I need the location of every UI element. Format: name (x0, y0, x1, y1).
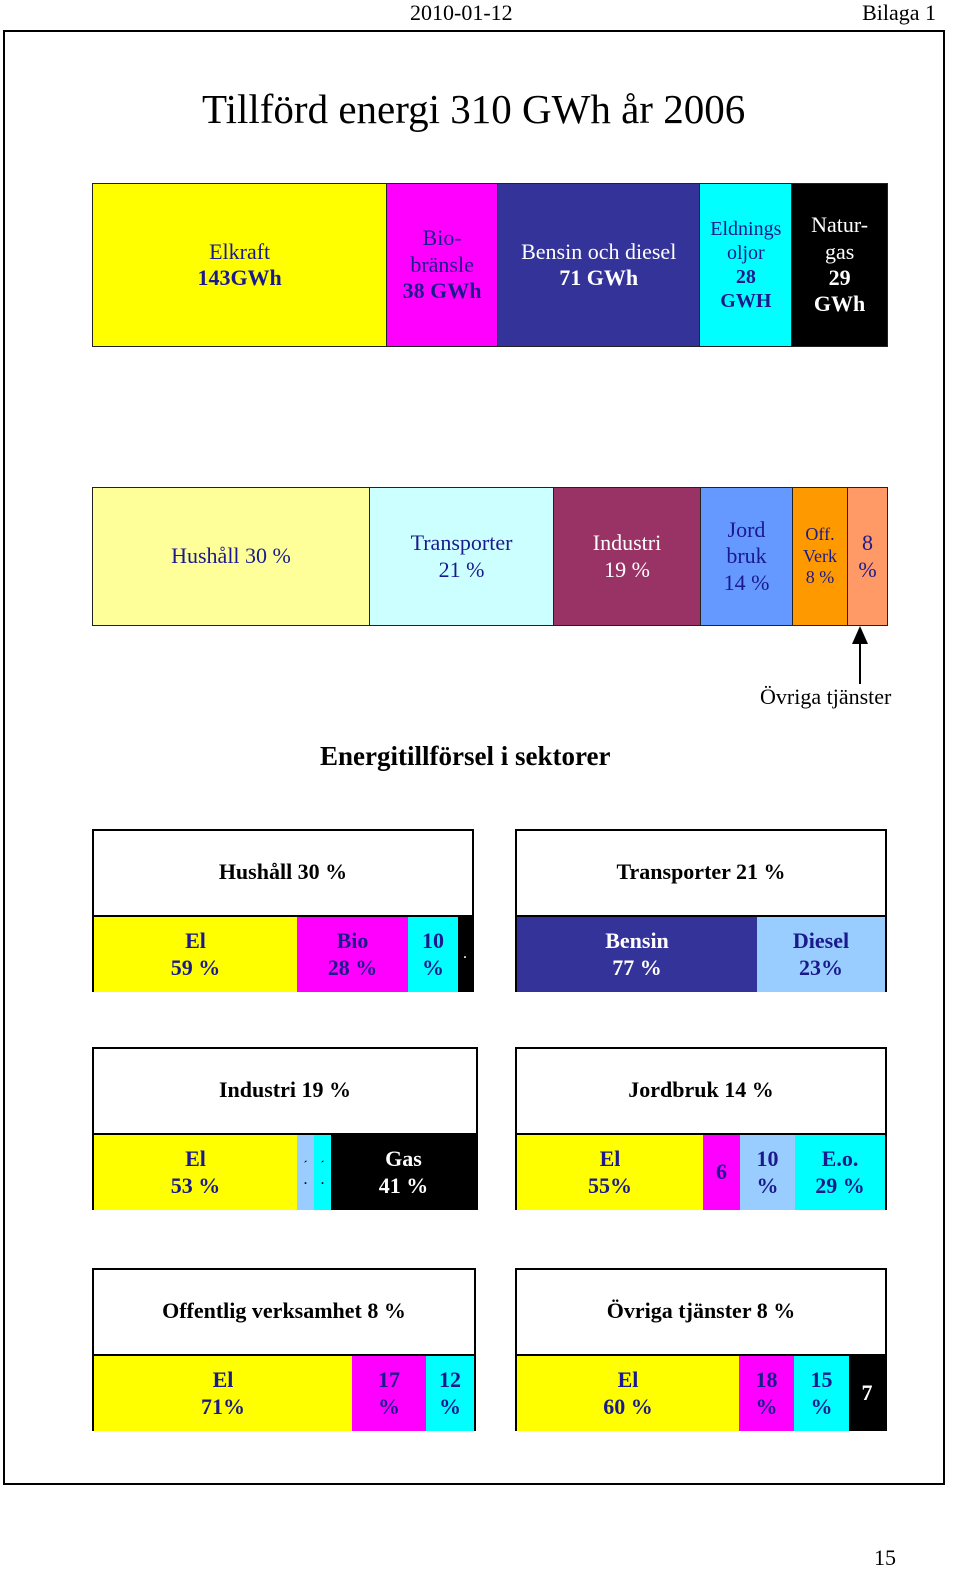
sector-segment (793, 488, 848, 625)
supply-segment-line2: 143GWh (197, 265, 282, 290)
sector-box-title: Jordbruk 14 % (628, 1077, 774, 1102)
breakdown-segment (297, 1135, 314, 1210)
breakdown-segment-line2: 29 % (815, 1172, 865, 1198)
breakdown-segment (739, 1356, 794, 1431)
sector-segment-line1: Off. (805, 524, 835, 545)
sector-segment-line3: 14 % (723, 569, 770, 595)
sector-box (515, 829, 887, 992)
arrow-up-icon (850, 626, 870, 684)
breakdown-segment (408, 917, 458, 992)
supply-segment-line2: oljor (726, 242, 765, 264)
supply-segment-line2: gas (824, 238, 855, 264)
supply-segment (93, 184, 387, 346)
breakdown-segment-line1: El (185, 928, 206, 954)
breakdown-segment (352, 1356, 426, 1431)
breakdown-segment-line1: 17 (378, 1367, 400, 1393)
supply-segment-line3: 29 (828, 265, 851, 290)
sector-box (92, 1268, 476, 1431)
breakdown-segment-line1: . (463, 947, 467, 962)
breakdown-segment-line2: 59 % (170, 954, 221, 980)
breakdown-segment-line2: % (422, 954, 444, 980)
sector-segment-line1: 8 (861, 530, 873, 556)
breakdown-segment-line1: 7 (861, 1380, 873, 1406)
sector-box-title: Offentlig verksamhet 8 % (162, 1298, 406, 1323)
breakdown-segment (297, 917, 408, 992)
sector-segment-line1: Industri (592, 530, 662, 556)
supply-segment-line4: GWH (720, 290, 772, 312)
breakdown-segment-line1: ´ (320, 1158, 325, 1173)
sector-box-breakdown (517, 915, 885, 992)
breakdown-segment-line2: % (756, 1172, 779, 1198)
sector-box (515, 1268, 887, 1431)
supply-segment-line1: Eldnings (710, 218, 782, 240)
breakdown-segment-line1: El (185, 1146, 206, 1172)
sector-segment-line3: 8 % (805, 567, 835, 588)
breakdown-segment-line2: 71% (201, 1393, 245, 1419)
breakdown-segment-line1: ´ (303, 1158, 308, 1173)
document-date: 2010-01-12 (410, 0, 513, 25)
breakdown-segment (794, 1356, 849, 1431)
breakdown-segment-line2: % (755, 1393, 778, 1419)
breakdown-segment-line1: Gas (385, 1146, 422, 1172)
appendix-label: Bilaga 1 (862, 0, 936, 25)
breakdown-segment-line1: 10 (756, 1146, 779, 1172)
sector-box (92, 1047, 478, 1210)
breakdown-segment-line2: % (439, 1393, 461, 1419)
sector-box (515, 1047, 887, 1210)
breakdown-segment-line1: 18 (755, 1367, 778, 1393)
sector-segment-line1: Transporter (410, 530, 513, 556)
supply-segment (387, 184, 498, 346)
supply-bar (92, 183, 888, 347)
sector-box-title: Transporter 21 % (616, 859, 786, 884)
breakdown-segment (703, 1135, 740, 1210)
sector-segment-line1: Hushåll 30 % (171, 543, 291, 569)
sector-box (92, 829, 474, 992)
breakdown-segment-line1: Bio (336, 928, 369, 954)
sector-segment-line2: 19 % (604, 556, 650, 582)
supply-segment (498, 184, 700, 346)
breakdown-segment-line1: El (212, 1367, 234, 1393)
supply-segment (792, 184, 887, 346)
sector-segment (848, 488, 887, 625)
sector-segment (93, 488, 370, 625)
breakdown-segment-line2: . (304, 1172, 307, 1187)
sector-bar (92, 487, 888, 626)
breakdown-segment-line1: 10 (422, 928, 444, 954)
sector-segment-line2: % (858, 556, 877, 582)
supply-segment-line1: Natur- (811, 212, 869, 238)
breakdown-segment (331, 1135, 476, 1210)
supply-segment-line4: GWh (813, 291, 866, 317)
supply-segment-line1: Elkraft (209, 238, 271, 264)
breakdown-segment-line1: 6 (716, 1159, 727, 1185)
sector-box-title: Industri 19 % (218, 1077, 352, 1102)
breakdown-segment-line2: 28 % (327, 954, 378, 980)
breakdown-segment (517, 917, 757, 992)
breakdown-segment-line1: 15 (810, 1367, 833, 1393)
breakdown-segment (517, 1135, 703, 1210)
sector-box-breakdown (94, 1354, 474, 1431)
sector-box-title: Hushåll 30 % (218, 859, 348, 884)
breakdown-segment (517, 1356, 739, 1431)
page-title: Tillförd energi 310 GWh år 2006 (202, 86, 746, 132)
sector-box-breakdown (94, 1133, 476, 1210)
sector-segment-line2: Verk (803, 545, 837, 566)
breakdown-segment-line2: 77 % (612, 954, 662, 980)
breakdown-segment-line2: 53 % (170, 1172, 221, 1198)
supply-segment-line1: Bio- (422, 225, 462, 251)
sector-segment (554, 488, 701, 625)
breakdown-segment (740, 1135, 795, 1210)
breakdown-segment-line2: 55% (588, 1172, 632, 1198)
breakdown-segment-line1: El (599, 1146, 621, 1172)
breakdown-segment-line1: Diesel (792, 928, 850, 954)
sector-box-breakdown (517, 1354, 885, 1431)
sector-segment-line2: bruk (726, 543, 767, 569)
breakdown-segment-line2: % (810, 1393, 833, 1419)
breakdown-segment-line2: % (378, 1393, 400, 1419)
breakdown-segment-line1: 12 (439, 1367, 461, 1393)
arrow-label: Övriga tjänster (760, 684, 892, 709)
breakdown-segment (849, 1356, 885, 1431)
breakdown-segment (94, 1135, 297, 1210)
sector-box-breakdown (94, 915, 472, 992)
breakdown-segment-line2: 41 % (378, 1172, 429, 1198)
breakdown-segment-line2: . (321, 1172, 324, 1187)
sector-segment-line1: Jord (727, 516, 766, 542)
breakdown-segment (94, 917, 297, 992)
supply-segment-line1: Bensin och diesel (521, 238, 677, 264)
breakdown-segment-line2: 23% (798, 954, 843, 980)
breakdown-segment (795, 1135, 885, 1210)
supply-segment-line2: bränsle (410, 251, 474, 277)
sector-segment-line2: 21 % (438, 556, 485, 582)
section-subtitle: Energitillförsel i sektorer (320, 741, 611, 771)
supply-segment-line2: 71 GWh (559, 265, 639, 290)
breakdown-segment-line1: El (617, 1367, 639, 1393)
breakdown-segment-line1: Bensin (605, 928, 669, 954)
page-number: 15 (874, 1545, 896, 1570)
supply-segment-line3: 28 (735, 266, 756, 288)
breakdown-segment (426, 1356, 474, 1431)
sector-segment (370, 488, 554, 625)
sector-segment (701, 488, 793, 625)
sector-box-title: Övriga tjänster 8 % (606, 1298, 796, 1323)
breakdown-segment-line2: 60 % (603, 1393, 653, 1419)
breakdown-segment-line1: E.o. (821, 1146, 859, 1172)
breakdown-segment (314, 1135, 331, 1210)
supply-segment-line3: 38 GWh (402, 278, 482, 304)
sector-box-breakdown (517, 1133, 885, 1210)
supply-segment (700, 184, 792, 346)
breakdown-segment (458, 917, 472, 992)
breakdown-segment (94, 1356, 352, 1431)
breakdown-segment (757, 917, 885, 992)
